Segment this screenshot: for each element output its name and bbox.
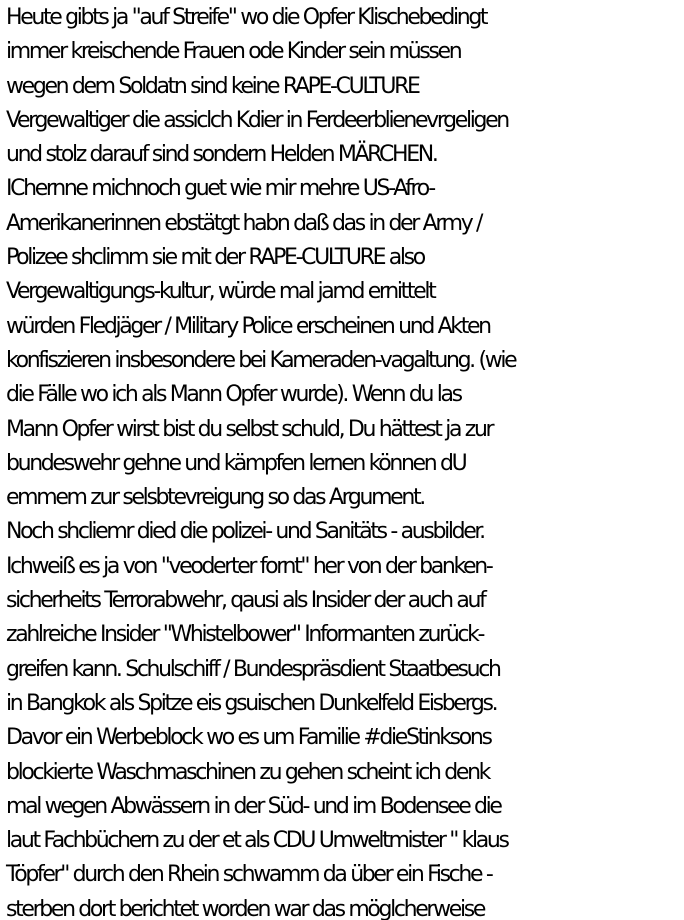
- body-text: [6, 1, 684, 920]
- text-line-25: laut Fachbüchern zu der et als CDU Umweltmister " klaus: [6, 828, 508, 854]
- text-line-13: Mann Opfer wirst bist du selbst schuld, Du hättest ja zur: [6, 416, 493, 442]
- text-line-3: wegen dem Soldatn sind keine RAPE-CULTURE: [6, 73, 419, 99]
- text-line-7: Amerikanerinnen ebstätgt habn daß das in der Army /: [6, 210, 482, 236]
- text-line-16: Noch shcliemr died die polizei- und Sanitäts - ausbilder.: [6, 519, 484, 545]
- text-line-5: und stolz darauf sind sondern Helden MÄRCHEN.: [6, 142, 437, 168]
- text-line-11: konfiszieren insbesondere bei Kameraden-vagaltung. (wie: [6, 347, 516, 373]
- text-line-4: Vergewaltiger die assiclch Kdier in Ferdeerblienevrgeligen: [6, 107, 508, 133]
- text-line-15: emmem zur selsbtevreigung so das Argument.: [6, 485, 424, 511]
- text-line-21: in Bangkok als Spitze eis gsuischen Dunkelfeld Eisbergs.: [6, 690, 497, 716]
- text-line-8: Polizee shclimm sie mit der RAPE-CULTURE also: [6, 245, 424, 271]
- text-line-23: blockierte Waschmaschinen zu gehen scheint ich denk: [6, 759, 490, 785]
- text-line-18: sicherheits Terrorabwehr, qausi als Insider der auch auf: [6, 588, 485, 614]
- text-line-22: Davor ein Werbeblock wo es um Familie #dieStinksons: [6, 725, 491, 751]
- text-line-10: würden Fledjäger / Military Police erscheinen und Akten: [6, 313, 490, 339]
- text-line-9: Vergewaltigungs-kultur, würde mal jamd ernittelt: [6, 279, 435, 305]
- text-line-26: Töpfer" durch den Rhein schwamm da über ein Fische -: [6, 862, 492, 888]
- text-line-2: immer kreischende Frauen ode Kinder sein müssen: [6, 39, 461, 65]
- text-line-17: Ichweiß es ja von "veoderter fornt" her von der banken-: [6, 553, 492, 579]
- text-line-6: IChernne michnoch guet wie mir mehre US-Afro-: [6, 176, 434, 202]
- text-line-1: Heute gibts ja "auf Streife" wo die Opfer Klischebedingt: [6, 5, 487, 30]
- text-line-24: mal wegen Abwässern in der Süd- und im Bodensee die: [6, 793, 501, 819]
- text-line-12: die Fälle wo ich als Mann Opfer wurde). Wenn du las: [6, 382, 461, 408]
- text-line-19: zahlreiche Insider "Whistelbower" Informanten zurück-: [6, 622, 484, 648]
- text-line-14: bundeswehr gehne und kämpfen lernen können dU: [6, 450, 466, 476]
- text-line-20: greifen kann. Schulschiff / Bundespräsdient Staatbesuch: [6, 656, 500, 682]
- text-line-27: sterben dort berichtet worden war das möglcherweise: [6, 896, 485, 920]
